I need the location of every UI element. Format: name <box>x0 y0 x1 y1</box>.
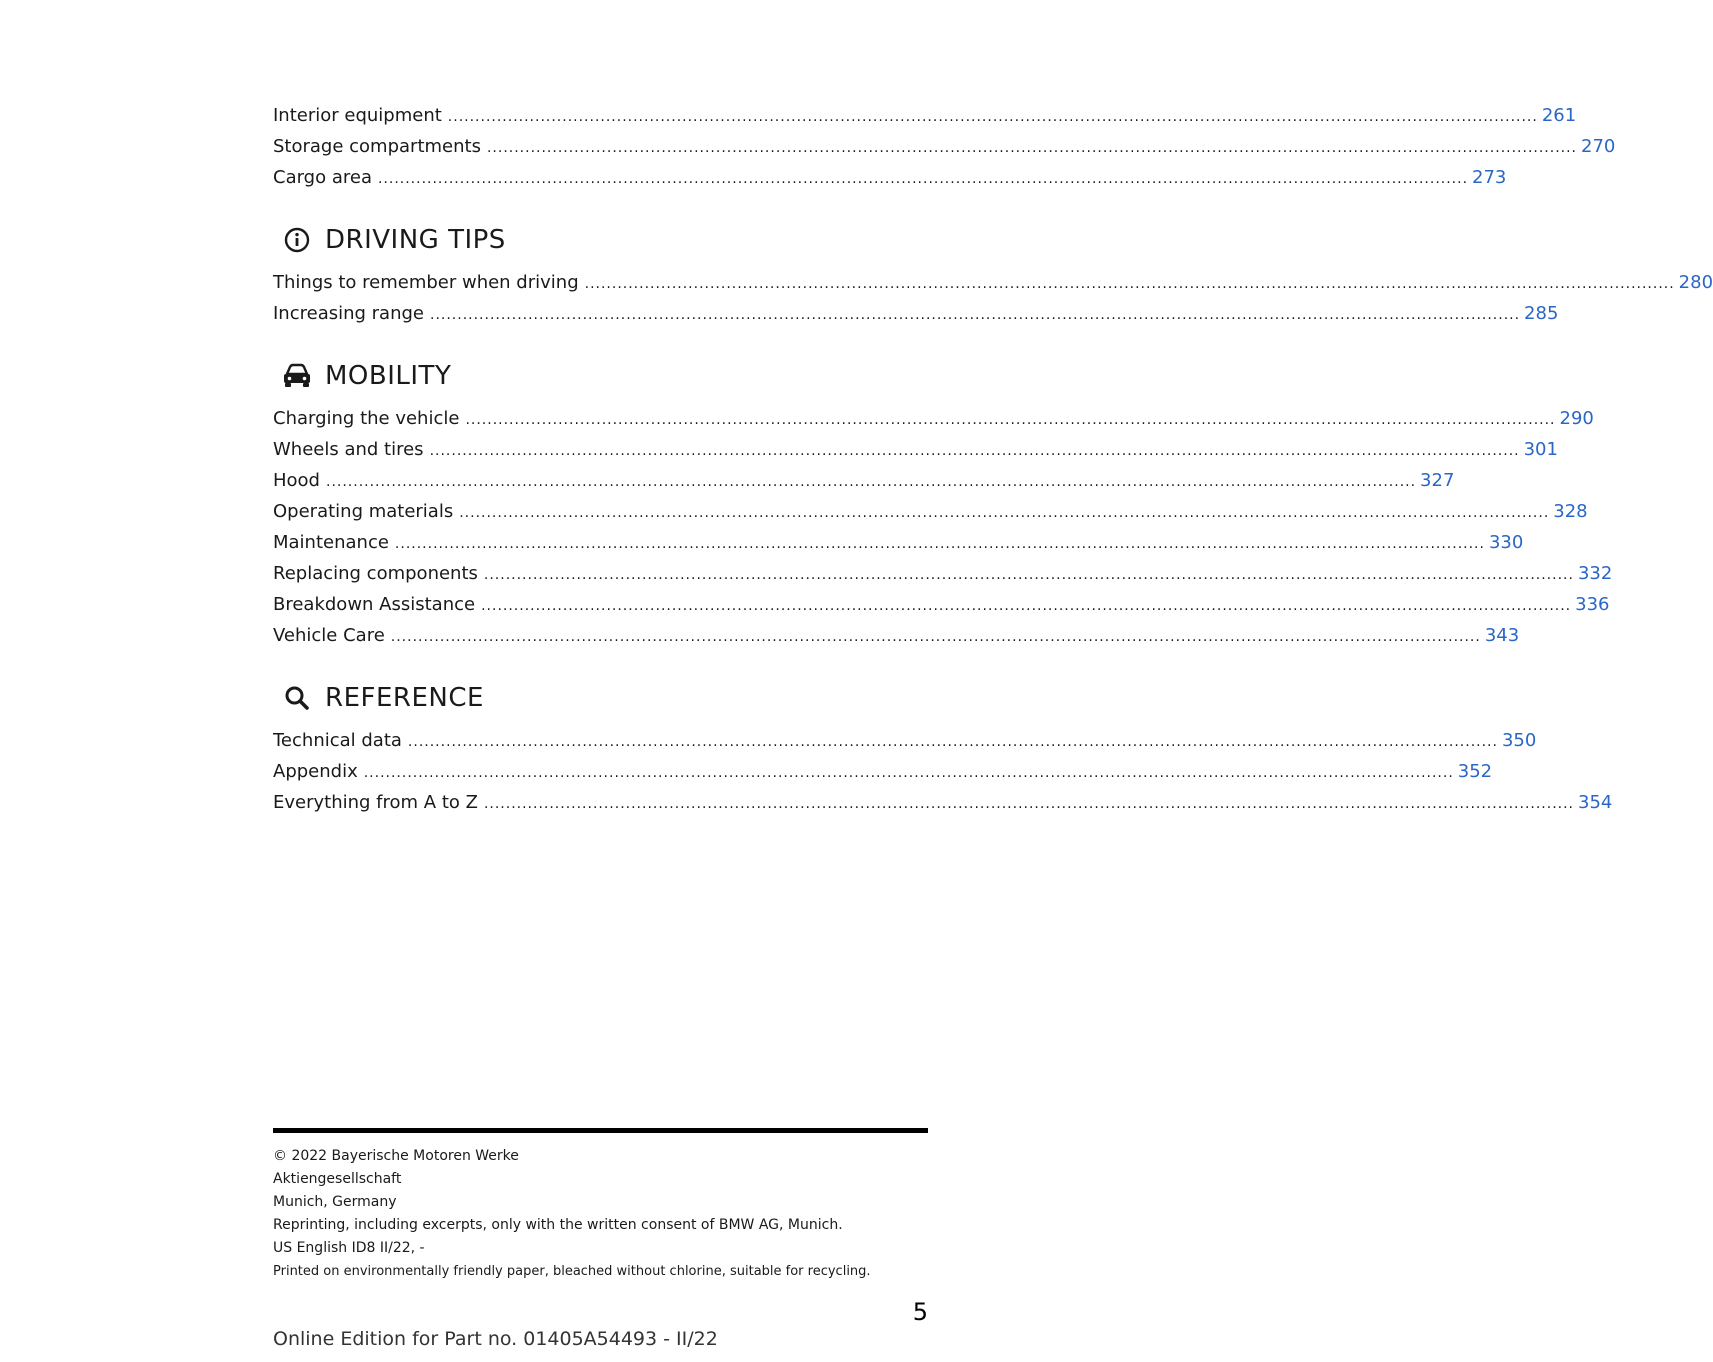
section-title: DRIVING TIPS <box>325 225 506 255</box>
toc-page-link[interactable]: 301 <box>1523 439 1558 460</box>
toc-entry-title: Maintenance <box>273 532 389 553</box>
toc-entry-title: Appendix <box>273 761 358 782</box>
toc-page-link[interactable]: 290 <box>1559 408 1594 429</box>
toc-page-link[interactable]: 330 <box>1488 532 1524 553</box>
imprint-line: Aktiengesellschaft <box>273 1171 402 1187</box>
toc-entry-title: Things to remember when driving <box>273 272 579 293</box>
toc-entry[interactable] <box>273 131 1616 162</box>
toc-entry-title: Interior equipment <box>273 105 442 126</box>
toc-entry-title: Storage compartments <box>273 136 481 157</box>
dot-leader: ........................................................................................................................................................................................................ <box>390 629 1481 645</box>
imprint-line: Munich, Germany <box>273 1194 397 1210</box>
section-heading-mobility <box>273 345 928 407</box>
table-of-contents <box>273 100 1713 818</box>
dot-leader: ........................................................................................................................................................................................................ <box>447 109 1538 125</box>
toc-entry[interactable] <box>273 162 1507 193</box>
dot-leader: ........................................................................................................................................................................................................ <box>377 171 1469 187</box>
dot-leader: ........................................................................................................................................................................................................ <box>429 443 1520 459</box>
toc-entry-title: Increasing range <box>273 303 424 324</box>
toc-page-link[interactable]: 285 <box>1524 303 1559 324</box>
dot-leader: ........................................................................................................................................................................................................ <box>486 140 1578 156</box>
toc-page-link[interactable]: 261 <box>1541 105 1577 126</box>
toc-entry[interactable] <box>273 298 1559 329</box>
toc-entry-title: Replacing components <box>273 563 478 584</box>
dot-leader: ........................................................................................................................................................................................................ <box>459 505 1550 521</box>
toc-entry[interactable] <box>273 267 1713 298</box>
toc-entry-title: Operating materials <box>273 501 454 522</box>
section-heading-reference <box>273 667 928 729</box>
toc-page-link[interactable]: 343 <box>1484 625 1520 646</box>
toc-entry-title: Hood <box>273 470 320 491</box>
dot-leader: ........................................................................................................................................................................................................ <box>407 734 1498 750</box>
imprint-line: © 2022 Bayerische Motoren Werke <box>273 1148 519 1164</box>
toc-entry[interactable] <box>273 403 1594 434</box>
toc-entry[interactable] <box>273 589 1610 620</box>
info-icon <box>277 220 317 260</box>
dot-leader: ........................................................................................................................................................................................................ <box>326 474 1417 490</box>
toc-page-link[interactable]: 273 <box>1472 167 1507 188</box>
car-icon <box>277 356 317 396</box>
toc-entry-title: Everything from A to Z <box>273 792 478 813</box>
toc-page-link[interactable]: 328 <box>1553 501 1588 522</box>
toc-page-link[interactable]: 352 <box>1457 761 1493 782</box>
toc-entry-title: Vehicle Care <box>273 625 385 646</box>
dot-leader: ........................................................................................................................................................................................................ <box>465 412 1556 428</box>
dot-leader: ........................................................................................................................................................................................................ <box>394 536 1485 552</box>
imprint-line: Reprinting, including excerpts, only with the written consent of BMW AG, Munich. <box>273 1217 843 1233</box>
footer-rule <box>273 1128 928 1133</box>
toc-entry[interactable] <box>273 434 1558 465</box>
toc-entry[interactable] <box>273 725 1537 756</box>
toc-entry[interactable] <box>273 558 1613 589</box>
toc-entry-title: Technical data <box>273 730 402 751</box>
section-heading-driving-tips <box>273 209 928 271</box>
imprint <box>273 1128 928 1283</box>
toc-entry[interactable] <box>273 756 1493 787</box>
toc-entry[interactable] <box>273 100 1577 131</box>
toc-page-link[interactable]: 270 <box>1581 136 1616 157</box>
toc-page-link[interactable]: 354 <box>1578 792 1613 813</box>
imprint-line: US English ID8 II/22, - <box>273 1240 425 1256</box>
imprint-line: Printed on environmentally friendly paper, bleached without chlorine, suitable for recycling. <box>273 1264 871 1279</box>
section-title: REFERENCE <box>325 683 484 713</box>
toc-entry-title: Breakdown Assistance <box>273 594 476 615</box>
toc-page-link[interactable]: 336 <box>1575 594 1610 615</box>
dot-leader: ........................................................................................................................................................................................................ <box>363 765 1454 781</box>
dot-leader: ........................................................................................................................................................................................................ <box>483 796 1574 812</box>
dot-leader: ........................................................................................................................................................................................................ <box>481 598 1572 614</box>
toc-page-link[interactable]: 332 <box>1577 563 1613 584</box>
toc-entry-title: Charging the vehicle <box>273 408 460 429</box>
toc-page-link[interactable]: 327 <box>1420 470 1455 491</box>
magnifier-icon <box>277 678 317 718</box>
toc-page-link[interactable]: 280 <box>1678 272 1713 293</box>
dot-leader: ........................................................................................................................................................................................................ <box>483 567 1574 583</box>
toc-page-link[interactable]: 350 <box>1501 730 1537 751</box>
toc-entry[interactable] <box>273 620 1520 651</box>
online-edition-label: Online Edition for Part no. 01405A54493 - II/22 <box>273 1328 718 1350</box>
toc-entry[interactable] <box>273 787 1613 818</box>
toc-entry-title: Wheels and tires <box>273 439 424 460</box>
dot-leader: ........................................................................................................................................................................................................ <box>584 276 1675 292</box>
toc-entry[interactable] <box>273 465 1455 496</box>
page-number: 5 <box>912 1298 928 1326</box>
section-title: MOBILITY <box>325 361 452 391</box>
toc-entry[interactable] <box>273 527 1524 558</box>
toc-entry[interactable] <box>273 496 1588 527</box>
dot-leader: ........................................................................................................................................................................................................ <box>430 307 1521 323</box>
toc-entry-title: Cargo area <box>273 167 372 188</box>
